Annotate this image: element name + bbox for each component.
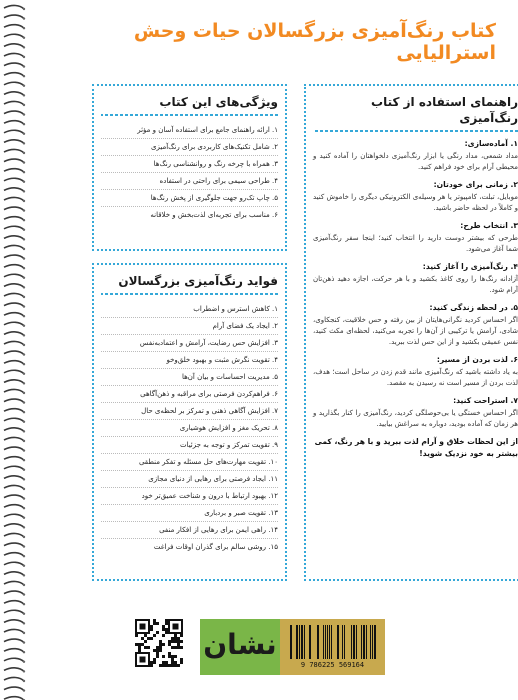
guide-section-text: به یاد داشته باشید که رنگ‌آمیزی مانند قدم زدن در ساحل است؛ هدف، لذت بردن از مسیر است نه رسیدن به مقصد. <box>313 368 518 387</box>
benefit-item: ۸. تحریک مغز و افزایش هوشیاری <box>101 420 278 437</box>
guide-section <box>313 138 518 173</box>
isbn-number: 9 786225 569164 <box>300 661 365 669</box>
guide-box <box>304 84 518 581</box>
benefit-item: ۱۲. بهبود ارتباط با درون و شناخت عمیق‌تر خود <box>101 488 278 505</box>
benefit-item: ۶. فراهم‌کردن فرصتی برای مراقبه و ذهن‌آگاهی <box>101 386 278 403</box>
benefit-item: ۲. ایجاد یک فضای آرام <box>101 318 278 335</box>
guide-section-text: اگر احساس کردید نگرانی‌هایتان از بین رفته و حس خلاقیت، کنجکاوی، شادی، آرامش یا ترکیبی از آن‌ها را تجربه می‌کنید، لحظه‌ای مکث کنید، نفس عمیقی بکشید و از این حس لذت ببرید. <box>313 316 518 346</box>
benefit-item: ۱۱. ایجاد فرصتی برای رهایی از دنیای مجازی <box>101 471 278 488</box>
spiral-binding <box>0 0 26 700</box>
back-cover <box>26 0 518 700</box>
guide-section-title: ۲. زمانی برای خودتان: <box>433 180 518 189</box>
guide-section-title: ۷. استراحت کنید: <box>453 396 518 405</box>
guide-section <box>313 261 518 296</box>
guide-section <box>313 395 518 430</box>
benefits-list <box>101 301 278 555</box>
feature-item: ۴. طراحی سیمی برای راحتی در استفاده <box>101 173 278 190</box>
feature-item: ۲. شامل تکنیک‌های کاربردی برای رنگ‌آمیزی <box>101 139 278 156</box>
guide-sections <box>313 138 518 430</box>
features-box <box>92 84 287 251</box>
benefits-box <box>92 263 287 581</box>
features-heading: ویژگی‌های این کتاب <box>159 95 278 109</box>
guide-section <box>313 354 518 389</box>
feature-item: ۵. چاپ تک‌رو جهت جلوگیری از پخش رنگ‌ها <box>101 190 278 207</box>
features-list <box>101 122 278 223</box>
guide-section-text: موبایل، تبلت، کامپیوتر یا هر وسیله‌ی الکترونیکی دیگری را خاموش کنید و کاملاً در لحظه حاضر باشید. <box>313 193 518 212</box>
barcode <box>280 619 385 675</box>
barcode-bars <box>288 625 377 659</box>
benefit-item: ۹. تقویت تمرکز و توجه به جزئیات <box>101 437 278 454</box>
guide-section-text: اگر احساس خستگی یا بی‌حوصلگی کردید، رنگ‌آمیزی را کنار بگذارید و هر زمان که آماده بودید، دوباره به سراغش بیایید. <box>313 409 518 428</box>
benefit-item: ۵. مدیریت احساسات و بیان آن‌ها <box>101 369 278 386</box>
feature-item: ۳. همراه با چرخه رنگ و روانشناسی رنگ‌ها <box>101 156 278 173</box>
guide-section-title: ۵. در لحظه زندگی کنید: <box>429 303 518 312</box>
publisher-bar <box>135 619 385 675</box>
benefit-item: ۱۰. تقویت مهارت‌های حل مسئله و تفکر منطقی <box>101 454 278 471</box>
guide-section-text: آزادانه رنگ‌ها را روی کاغذ بکشید و با هر حرکت، اجازه دهید ذهن‌تان آرام شود. <box>313 275 518 294</box>
benefit-item: ۳. افزایش حس رضایت، آرامش و اعتماد‌به‌نفس <box>101 335 278 352</box>
benefit-item: ۷. افزایش آگاهی ذهنی و تمرکز بر لحظه‌ی حال <box>101 403 278 420</box>
guide-section-title: ۶. لذت بردن از مسیر: <box>436 355 518 364</box>
feature-item: ۶. مناسب برای تجربه‌ای لذت‌بخش و خلاقانه <box>150 211 278 219</box>
heading-underline <box>101 114 278 116</box>
feature-item: ۱. ارائه راهنمای جامع برای استفاده آسان و مؤثر <box>101 122 278 139</box>
guide-section-title: ۱. آماده‌سازی: <box>464 139 518 148</box>
heading-underline <box>313 130 518 132</box>
guide-heading: راهنمای استفاده از کتاب رنگ‌آمیزی <box>371 95 518 125</box>
guide-outro: از این لحظات خلاق و آرام لذت ببرید و با هر رنگ، کمی بیشتر به خود نزدیک شوید! <box>314 437 518 458</box>
guide-section-text: مداد شمعی، مداد رنگی یا ابزار رنگ‌آمیزی دلخواهتان را آماده کنید و محیطی آرام برای خود فراهم کنید. <box>313 152 518 171</box>
heading-underline <box>101 293 278 295</box>
benefit-item: ۱۵. روشی سالم برای گذران اوقات فراغت <box>153 543 278 551</box>
guide-section <box>313 302 518 348</box>
benefits-heading: فواید رنگ‌آمیزی بزرگسالان <box>118 274 278 288</box>
benefit-item: ۱۴. راهی ایمن برای رهایی از افکار منفی <box>101 522 278 539</box>
benefit-item: ۴. تقویت نگرش مثبت و بهبود خلق‌وخو <box>101 352 278 369</box>
guide-section-title: ۳. انتخاب طرح: <box>460 221 518 230</box>
page-title: کتاب رنگ‌آمیزی بزرگسالان حیات وحش استرالیایی <box>133 20 496 64</box>
guide-section <box>313 179 518 214</box>
publisher-logo-text: نشان <box>203 628 277 661</box>
benefit-item: ۱. کاهش استرس و اضطراب <box>101 301 278 318</box>
guide-section <box>313 220 518 255</box>
qr-code <box>135 619 183 667</box>
benefit-item: ۱۳. تقویت صبر و بردباری <box>101 505 278 522</box>
guide-section-title: ۴. رنگ‌آمیزی را آغاز کنید: <box>422 262 518 271</box>
publisher-logo <box>200 619 280 675</box>
guide-section-text: طرحی که بیشتر دوست دارید را انتخاب کنید؛ اینجا سفر رنگ‌آمیزی شما آغاز می‌شود. <box>313 234 518 253</box>
